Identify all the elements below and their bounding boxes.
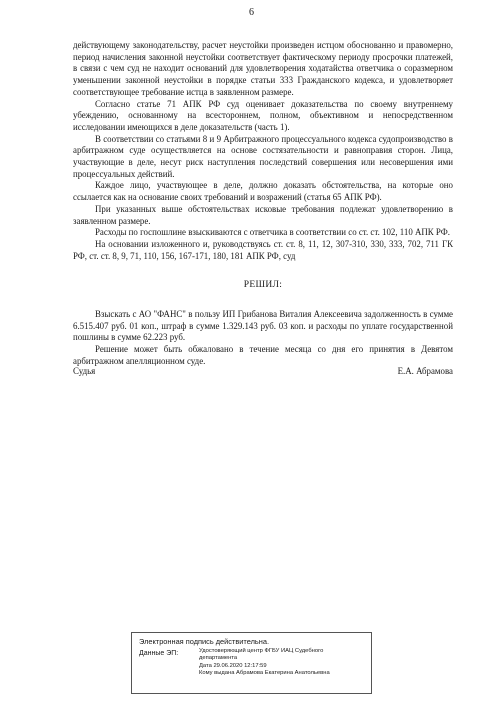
ruling-recovery: Взыскать с АО "ФАНС" в пользу ИП Грибанова Виталия Алексеевича задолженность в сумме 6.515.407 руб. 01 коп., штраф в сумме 1.329.143 руб. 03 коп. и расходы по уплате государственной пошлины в сумме 62.223 руб. (73, 309, 453, 343)
stamp-date: Дата 29.06.2020 12:17:59 (199, 662, 267, 669)
signature-name: Е.А. Абрамова (397, 366, 453, 376)
page-number: 6 (249, 7, 254, 18)
paragraph-evidence-assessment: Согласно статье 71 АПК РФ суд оценивает доказательства по своему внутреннему убеждению, основанному на всестороннем, полном, объективном и непосредственном исследовании имеющихся в деле доказательств (часть 1). (73, 98, 453, 132)
stamp-title: Электронная подпись действительна. (139, 637, 269, 646)
stamp-issuer-dept: департамента (199, 655, 238, 662)
paragraph-court-fees: Расходы по госпошлине взыскиваются с ответчика в соответствии со ст. ст. 102, 110 АПК РФ. (95, 227, 450, 238)
verdict-heading: РЕШИЛ: (243, 280, 283, 291)
paragraph-legal-basis: На основании изложенного и, руководствуясь ст. ст. 8, 11, 12, 307-310, 330, 333, 702, 711 ГК РФ, ст. ст. 8, 9, 71, 110, 156, 167-171, 180, 181 АПК РФ, суд (73, 238, 453, 261)
paragraph-penalty-conclusion: действующему законодательству, расчет неустойки произведен истцом обоснованно и правомерно, период начисления законной неустойки соответствует фактическому периоду просрочки платежей, в связи с чем суд не находит оснований для удовлетворения ходатайства ответчика о соразмерном уменьшении законной неустойки в порядке статьи 333 Гражданского кодекса, и удовлетворяет соответствующее требование истца в заявленном размере. (73, 40, 453, 97)
signature-block (73, 366, 453, 376)
signature-role: Судья (73, 366, 96, 376)
paragraph-burden-of-proof: Каждое лицо, участвующее в деле, должно доказать обстоятельства, на которые оно ссылается как на основание своих требований и возражений (статья 65 АПК РФ). (73, 180, 453, 203)
stamp-issuer: Удостоверяющий центр ФГБУ ИАЦ Судебного (199, 648, 324, 654)
stamp-issued-to: Кому выдана Абрамова Екатерина Анатольевна (199, 670, 330, 677)
electronic-signature-stamp (131, 632, 372, 694)
paragraph-claims-granted: При указанных выше обстоятельствах исковые требования подлежат удовлетворению в заявленном размере. (73, 203, 453, 226)
stamp-details (199, 648, 367, 678)
document-body (73, 40, 453, 368)
ruling-appeal: Решение может быть обжаловано в течение месяца со дня его принятия в Девятом арбитражном апелляционном суде. (73, 344, 453, 366)
stamp-label: Данные ЭП: (139, 650, 179, 657)
paragraph-adversarial-principle: В соответствии со статьями 8 и 9 Арбитражного процессуального кодекса судопроизводство в арбитражном суде осуществляется на основе состязательности и равноправия сторон. Лица, участвующие в деле, несут риск наступления последствий совершения или несовершения ими процессуальных действий. (73, 133, 453, 179)
